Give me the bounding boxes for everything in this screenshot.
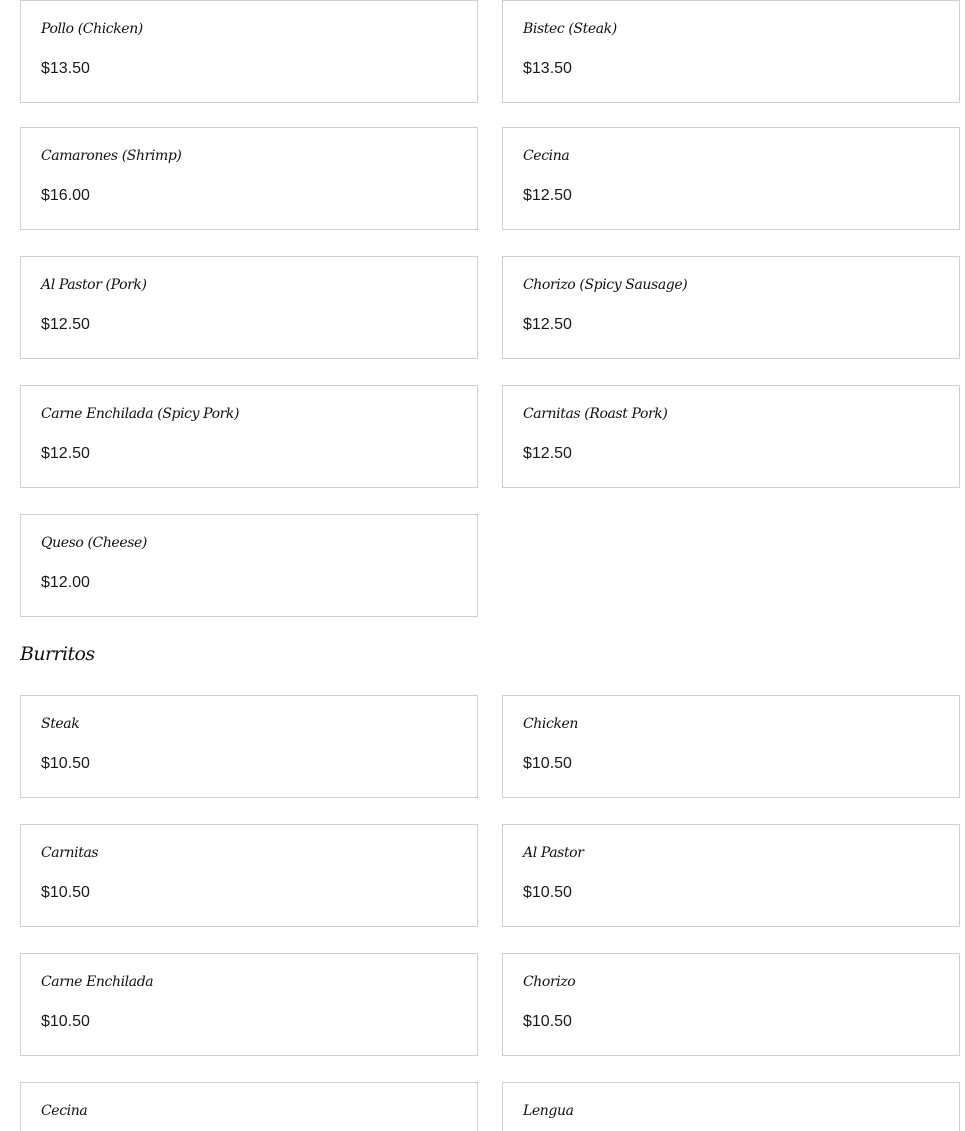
menu-item-card[interactable] xyxy=(20,385,478,488)
menu-item-card[interactable] xyxy=(502,824,960,927)
menu-item-price: $16.00 xyxy=(41,187,90,204)
menu-item-name: Carne Enchilada (Spicy Pork) xyxy=(41,406,240,422)
menu-item-price: $12.50 xyxy=(41,316,90,333)
menu-item-card[interactable] xyxy=(20,514,478,617)
menu-item-card[interactable] xyxy=(502,256,960,359)
menu-item-card[interactable] xyxy=(502,385,960,488)
menu-item-name: Chicken xyxy=(523,716,579,732)
menu-item-price: $12.50 xyxy=(41,445,90,462)
menu-item-name: Steak xyxy=(41,716,80,732)
menu-item-card[interactable] xyxy=(20,824,478,927)
menu-item-name: Queso (Cheese) xyxy=(41,535,147,551)
menu-item-card[interactable] xyxy=(20,0,478,103)
menu-item-name: Bistec (Steak) xyxy=(523,21,617,37)
menu-item-price: $10.50 xyxy=(523,884,572,901)
section-title-burritos: Burritos xyxy=(20,643,95,665)
menu-item-price: $10.50 xyxy=(41,884,90,901)
menu-item-price: $12.50 xyxy=(523,445,572,462)
menu-item-card[interactable] xyxy=(20,695,478,798)
menu-item-price: $10.50 xyxy=(523,755,572,772)
menu-item-name: Chorizo xyxy=(523,974,576,990)
menu-item-card[interactable] xyxy=(502,953,960,1056)
menu-item-name: Al Pastor xyxy=(523,845,584,861)
menu-item-price: $10.50 xyxy=(41,1013,90,1030)
menu-item-card[interactable] xyxy=(20,256,478,359)
menu-item-card[interactable] xyxy=(20,1082,478,1131)
menu-item-name: Cecina xyxy=(523,148,570,164)
menu-item-price: $12.50 xyxy=(523,316,572,333)
menu-item-price: $12.50 xyxy=(523,187,572,204)
menu-item-card[interactable] xyxy=(502,127,960,230)
menu-item-name: Camarones (Shrimp) xyxy=(41,148,182,164)
menu-item-name: Carnitas xyxy=(41,845,99,861)
menu-item-name: Carnitas (Roast Pork) xyxy=(523,406,668,422)
menu-item-name: Carne Enchilada xyxy=(41,974,154,990)
menu-item-name: Lengua xyxy=(523,1103,574,1119)
menu-item-price: $10.50 xyxy=(41,755,90,772)
menu-item-name: Chorizo (Spicy Sausage) xyxy=(523,277,688,293)
menu-item-card[interactable] xyxy=(502,1082,960,1131)
menu-item-card[interactable] xyxy=(502,0,960,103)
menu-item-price: $13.50 xyxy=(523,60,572,77)
menu-item-card[interactable] xyxy=(20,127,478,230)
menu-item-price: $13.50 xyxy=(41,60,90,77)
menu-item-name: Al Pastor (Pork) xyxy=(41,277,147,293)
menu-item-name: Cecina xyxy=(41,1103,88,1119)
menu-item-name: Pollo (Chicken) xyxy=(41,21,143,37)
menu-item-card[interactable] xyxy=(502,695,960,798)
menu-item-price: $10.50 xyxy=(523,1013,572,1030)
menu-item-card[interactable] xyxy=(20,953,478,1056)
menu-item-price: $12.00 xyxy=(41,574,90,591)
